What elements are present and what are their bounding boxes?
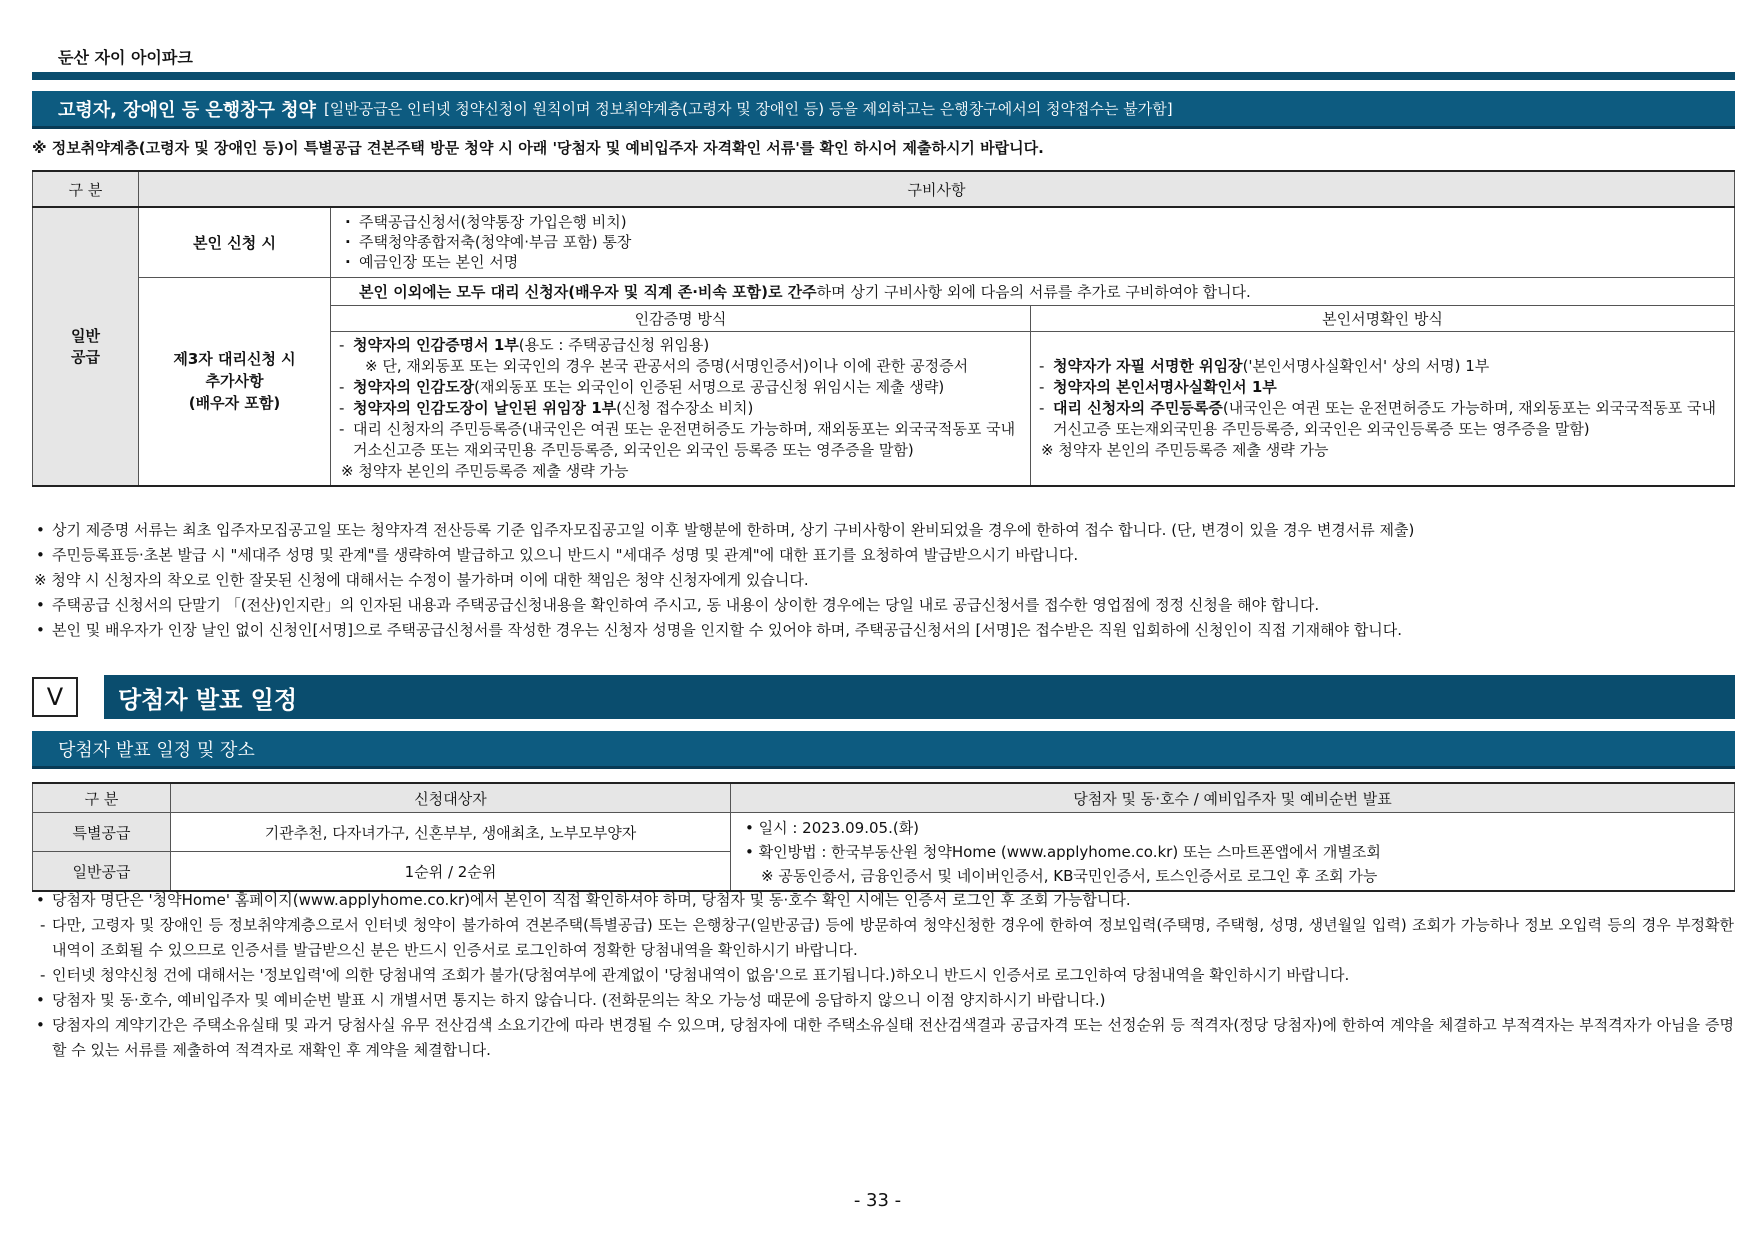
bullet-item: • 본인 및 배우자가 인장 날인 없이 신청인[서명]으로 주택공급신청서를 작성한 경우는 신청자 성명을 인지할 수 있어야 하며, 주택공급신청서의 [서명]은 접수받은 직원 입회하에 신청인이 직접 기재해야 합니다. <box>34 618 1734 643</box>
subsection-bar <box>32 731 1735 769</box>
seal-line-text: (용도 : 주택공급신청 위임용) <box>518 335 710 354</box>
header-rule <box>32 72 1735 80</box>
method-signature: 본인서명확인 방식 <box>1031 305 1735 331</box>
general-supply-targets: 1순위 / 2순위 <box>171 852 731 892</box>
seal-line-text: ※ 단, 재외동포 또는 외국인의 경우 본국 관공서의 증명(서명인증서)이나 이에 관한 공정증서 <box>365 356 969 375</box>
special-supply-targets: 기관추천, 다자녀가구, 신혼부부, 생애최초, 노부모부양자 <box>171 813 731 852</box>
seal-line-text: (신청 접수장소 비치) <box>616 398 754 417</box>
bullet-item: - 인터넷 청약신청 건에 대해서는 '정보입력'에 의한 당첨내역 조회가 불가(당첨여부에 관계없이 '당첨내역이 없음'으로 표기됩니다.)하오니 반드시 인증서로 로그인하여 당첨내역을 확인하시기 바랍니다. <box>34 963 1734 988</box>
bullet-item: - 다만, 고령자 및 장애인 등 정보취약계층으로서 인터넷 청약이 불가하여 견본주택(특별공급) 또는 은행창구(일반공급) 등에 방문하여 청약신청한 경우에 한하여 정보입력(주택명, 주택형, 성명, 생년월일 입력) 조회가 가능하나 정보 오입력 등의 경우 부정확한 내역이 조회될 수 있으므로 인증서를 발급받으신 분은 반드시 인증서로 로그인하여 정확한 당첨내역을 확인하시기 바랍니다. <box>34 913 1734 963</box>
bullet-item: • 상기 제증명 서류는 최초 입주자모집공고일 또는 청약자격 전산등록 기준 입주자모집공고일 이후 발행분에 한하며, 상기 구비사항이 완비되었을 경우에 한하여 접수 합니다. (단, 변경이 있을 경우 변경서류 제출) <box>34 518 1734 543</box>
sig-line-bold: 청약자의 본인서명사실확인서 1부 <box>1053 377 1277 396</box>
row-general-supply: 일반공급 <box>33 852 171 892</box>
proxy-lead <box>331 277 1735 305</box>
col-items: 구비사항 <box>139 171 1735 207</box>
category-general: 일반 공급 <box>33 207 139 486</box>
seal-line-text: (재외동포 또는 외국인이 인증된 서명으로 공급신청 위임시는 제출 생략) <box>474 377 945 396</box>
seal-line-bold: 청약자의 인감증명서 1부 <box>353 335 519 354</box>
signature-method-details <box>1031 331 1735 486</box>
bullet-item: • 주택공급 신청서의 단말기 「(전산)인지란」의 인자된 내용과 주택공급신청내용을 확인하여 주시고, 동 내용이 상이한 경우에는 당일 내로 공급신청서를 접수한 영업점에 정정 신청을 해야 합니다. <box>34 593 1734 618</box>
self-application-label: 본인 신청 시 <box>139 207 331 277</box>
bullet-item: • 당첨자 및 동·호수, 예비입주자 및 예비순번 발표 시 개별서면 통지는 하지 않습니다. (전화문의는 착오 가능성 때문에 응답하지 않으니 이점 양지하시기 바랍니다.) <box>34 988 1734 1013</box>
seal-line-bold: 청약자의 인감도장이 날인된 위임장 1부 <box>353 398 617 417</box>
proxy-lead-rest: 하며 상기 구비사항 외에 다음의 서류를 추가로 구비하여야 합니다. <box>816 282 1251 301</box>
bullet-item: • 주민등록표등·초본 발급 시 "세대주 성명 및 관계"를 생략하여 발급하고 있으니 반드시 "세대주 성명 및 관계"에 대한 표기를 요청하여 발급받으시기 바랍니다. <box>34 543 1734 568</box>
required-documents-table <box>32 170 1735 487</box>
bullet-item: • 당첨자 명단은 '청약Home' 홈페이지(www.applyhome.co.kr)에서 본인이 직접 확인하셔야 하며, 당첨자 및 동·호수 확인 시에는 인증서 로그인 후 조회 가능합니다. <box>34 888 1734 913</box>
sig-line-text: ※ 청약자 본인의 주민등록증 제출 생략 가능 <box>1041 440 1329 459</box>
document-title: 둔산 자이 아이파크 <box>58 48 193 67</box>
sig-line-text: ('본인서명사실확인서' 상의 서명) 1부 <box>1242 356 1490 375</box>
self-item: · 주택청약종합저축(청약예·부금 포함) 통장 <box>337 232 1728 252</box>
proxy-lead-bold: 본인 이외에는 모두 대리 신청자(배우자 및 직계 존·비속 포함)로 간주 <box>359 282 817 301</box>
col-category: 구 분 <box>33 171 139 207</box>
announcement-date: • 일시 : 2023.09.05.(화) <box>745 818 920 837</box>
row-special-supply: 특별공급 <box>33 813 171 852</box>
bullet-item: ※ 청약 시 신청자의 착오로 인한 잘못된 신청에 대해서는 수정이 불가하며 이에 대한 책임은 청약 신청자에게 있습니다. <box>34 571 809 589</box>
section1-bullets <box>34 518 1734 643</box>
self-application-items <box>331 207 1735 277</box>
section5-bullets <box>34 888 1734 1063</box>
seal-method-details <box>331 331 1031 486</box>
self-item: · 주택공급신청서(청약통장 가입은행 비치) <box>337 212 1728 232</box>
sig-line-bold: 청약자가 자필 서명한 위임장 <box>1053 356 1243 375</box>
announcement-details <box>731 813 1735 892</box>
sig-line-text: (내국인은 여권 또는 운전면허증도 가능하며, 재외동포는 외국국적동포 국내거신고증 또는재외국민용 주민등록증, 외국인은 외국인등록증 또는 영주증을 말함) <box>1053 398 1717 438</box>
announcement-login-note: ※ 공동인증서, 금융인증서 및 네이버인증서, KB국민인증서, 토스인증서로 로그인 후 조회 가능 <box>761 866 1378 885</box>
subsection-title: 당첨자 발표 일정 및 장소 <box>58 739 255 761</box>
page-number: - 33 - <box>853 1190 902 1211</box>
section-bar-note: [일반공급은 인터넷 청약신청이 원칙이며 정보취약계층(고령자 및 장애인 등) 등을 제외하고는 은행창구에서의 청약접수는 불가함] <box>323 100 1173 118</box>
seal-line-bold: 청약자의 인감도장 <box>353 377 475 396</box>
section-number: V <box>32 677 78 717</box>
sig-line-bold: 대리 신청자의 주민등록증 <box>1053 398 1223 417</box>
proxy-application-label: 제3자 대리신청 시 추가사항 (배우자 포함) <box>139 277 331 486</box>
self-item: · 예금인장 또는 본인 서명 <box>337 252 1728 272</box>
col-applicants: 신청대상자 <box>171 783 731 813</box>
method-seal: 인감증명 방식 <box>331 305 1031 331</box>
bullet-item: • 당첨자의 계약기간은 주택소유실태 및 과거 당첨사실 유무 전산검색 소요기간에 따라 변경될 수 있으며, 당첨자에 대한 주택소유실태 전산검색결과 공급자격 또는 선정순위 등 적격자(정당 당첨자)에 한하여 계약을 체결하고 부적격자는 부적격자가 아님을 증명할 수 있는 서류를 제출하여 적격자로 재확인 후 계약을 체결합니다. <box>34 1013 1734 1063</box>
section-bar-title: 고령자, 장애인 등 은행창구 청약 <box>58 99 316 121</box>
seal-line-text: ※ 청약자 본인의 주민등록증 제출 생략 가능 <box>341 461 629 480</box>
announcement-method: • 확인방법 : 한국부동산원 청약Home (www.applyhome.co.kr) 또는 스마트폰앱에서 개별조회 <box>745 842 1381 861</box>
seal-line-text: 대리 신청자의 주민등록증(내국인은 여권 또는 운전면허증도 가능하며, 재외동포는 외국국적동포 국내거소신고증 또는 재외국민용 주민등록증, 외국인은 외국인 등록증 또는 영주증을 말함) <box>353 419 1016 459</box>
section-title-bar: 당첨자 발표 일정 <box>104 675 1735 719</box>
announcement-table <box>32 782 1735 892</box>
section-bar-bank-application <box>32 91 1735 129</box>
col-announcement: 당첨자 및 동·호수 / 예비입주자 및 예비순번 발표 <box>731 783 1735 813</box>
notice-line: ※ 정보취약계층(고령자 및 장애인 등)이 특별공급 견본주택 방문 청약 시 아래 '당첨자 및 예비입주자 자격확인 서류'를 확인 하시어 제출하시기 바랍니다. <box>32 139 1044 157</box>
col-category: 구 분 <box>33 783 171 813</box>
